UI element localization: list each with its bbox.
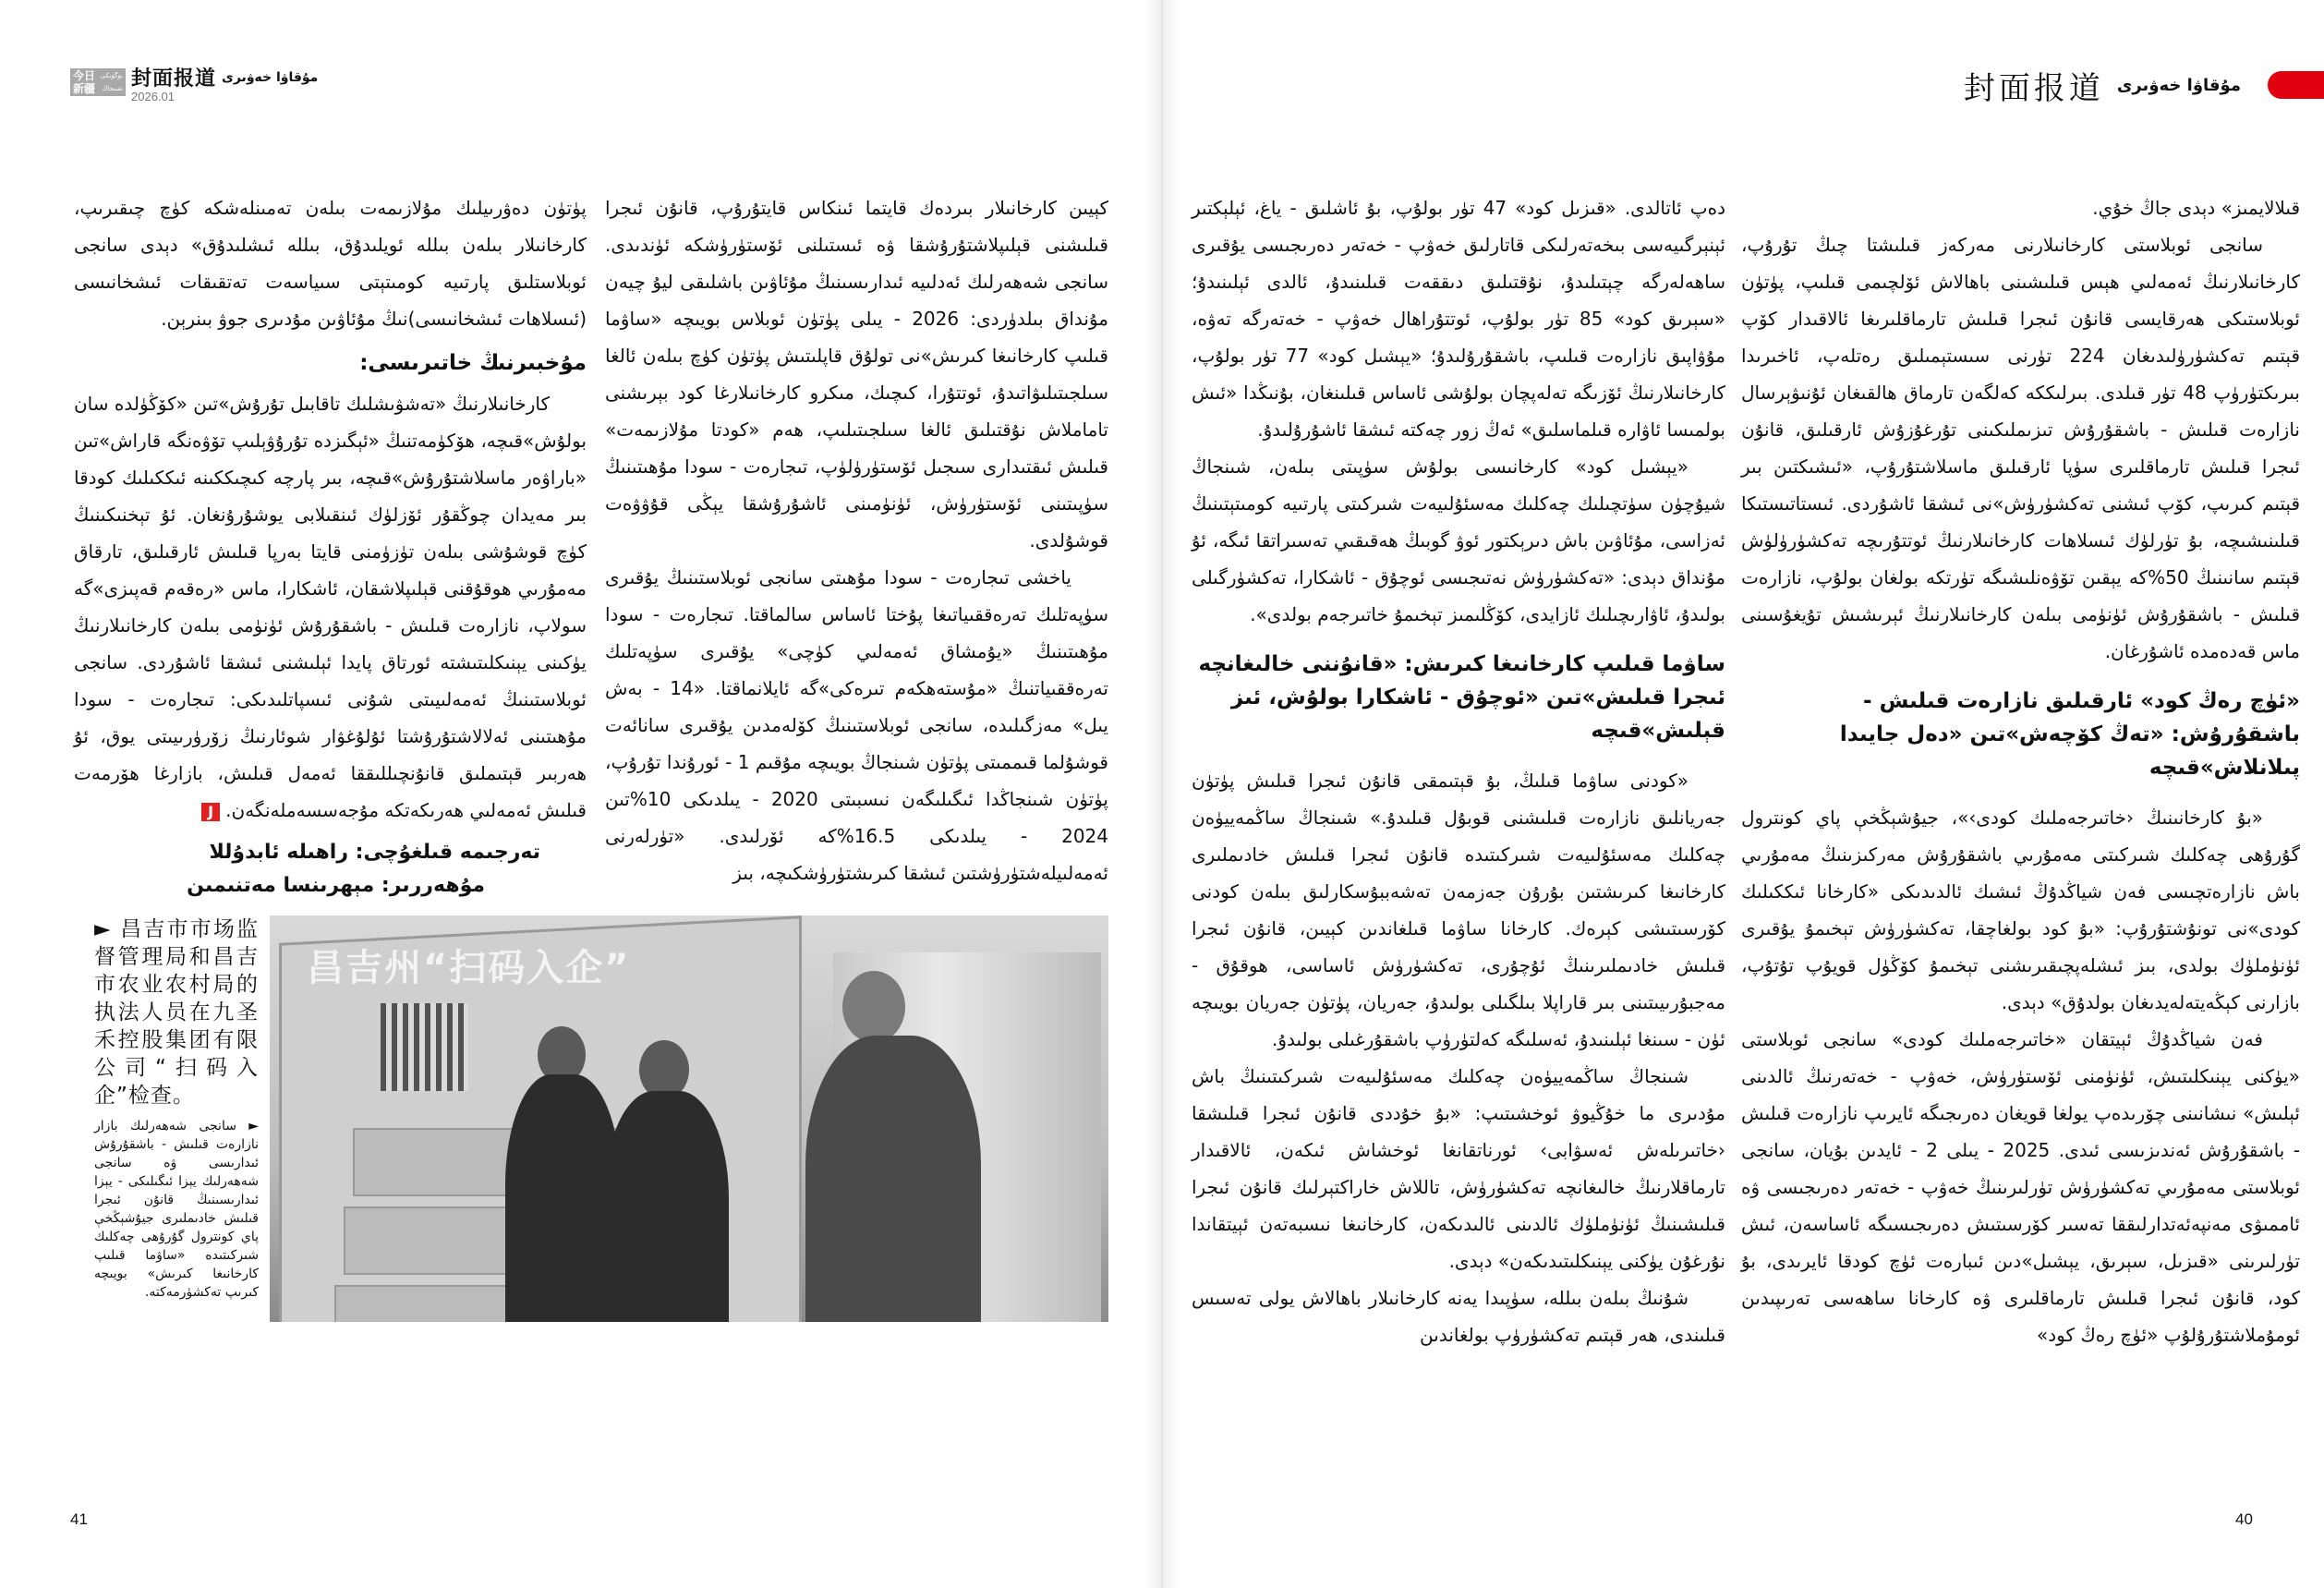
translator-credit: تەرجىمە قىلغۇچى: راھىلە ئابدۇللا <box>209 841 540 864</box>
logo-cn: 今日新疆 <box>73 69 96 95</box>
paragraph: «يېشىل كود» كارخانىسى بولۇش سۈپىتى بىلەن، شىنجاڭ شيۇچۈن سۈتچىلىك چەكلىك مەسئۇلىيەت شىركىتى پارتىيە كومىتېتىنىڭ ئەزاسى، مۇئاۋىن باش دىرېكتور ئوۋ گوبىڭ ھەقىقىي تەسىراتقا ئىگە، ئۇ مۇنداق دېدى: «تەكشۈرۈش نەتىجىسى ئوچۇق - ئاشكارا، تەكشۈرگىلى بولىدۇ، ئاۋارىچىلىك ئازايدى، كۆڭلىمىز تېخىمۇ خاتىرجەم بولدى». <box>1192 455 1725 625</box>
paragraph: «كودنى ساۋما قىلىڭ، بۇ قېتىمقى قانۇن ئىجرا قىلىش پۈتۈن جەريانلىق نازارەت قىلىشنى قوبۇل قىلىدۇ.» شىنجاڭ ساڭمەييۈەن چەكلىك مەسئۇلىيەت شىركىتىدە قانۇن ئىجرا قىلىش خادىملىرى كارخانىغا كىرىشتىن بۇرۇن جەزمەن تەشەببۇسكارلىق بىلەن كودنى كۆرسىتىشى كېرەك. كارخانا ساۋما قىلغاندىن كېيىن، قانۇن ئىجرا قىلىش خادىملىرىنىڭ ئۇچۇرى، تەكشۈرۈش ئاساسى، ھوقۇق - مەجبۇرىيىتىنى بىر قاراپلا بىلگىلى بولىدۇ، جەريان، پۈتۈن جەريان بويىچە ئۈن - سىنغا ئېلىنىدۇ، ئەسلىگە كەلتۈرۈپ باشقۇرغىلى بولىدۇ. <box>1192 770 1725 1050</box>
paragraph-text: كارخانىلارنىڭ «تەشۋىشلىك تاقابىل تۇرۇش»تىن «كۆڭۈلدە سان بولۇش»قىچە، ھۆكۈمەتنىڭ «ئېگىزدە تۇرۇۋېلىپ تۆۋەنگە قاراش»تىن «باراۋەر ماسلاشتۇرۇش»قىچە، بىر پارچە كىچىككىنە ئىككىلىك كودقا بىر مەيدان چوڭقۇر ئۆزلۈك ئىنقىلابى يوشۇرۇنغان. ئۇ تېخنىكىنىڭ كۈچ قوشۇشى بىلەن تۈزۈمنى قايتا بەرپا قىلىش ئارقىلىق، تارقاق مەمۇرىي ھوقۇقنى قېلىپلاشقان، ئاشكارا، ماس «رەقەم قەپىزى»گە سولاپ، نازارەت قىلىش - باشقۇرۇش ئۈنۈمى بىلەن كارخانىلارنىڭ يۈكىنى يېنىكلىتىشتە ئورتاق پايدا ئېلىشنى ئىشقا ئاشۇردى. سانجى ئوبلاستىنىڭ ئەمەلىيىتى شۇنى ئىسپاتلىدىكى: تىجارەت - سودا مۇھىتىنى ئەلالاشتۇرۇشتا ئۇلۇغۋار شوئارنىڭ زۆرۈرىيىتى يوق، ئۇ ھەربىر قېتىملىق قانۇنچىللىققا ئەمەل قىلىش، بازارغا ھۆرمەت قىلىش ئەمەلىي ھەرىكەتكە مۇجەسسەملەنگەن. <box>73 393 587 821</box>
person-head <box>842 971 905 1043</box>
article-column <box>605 189 1108 891</box>
board-title: 昌吉州“扫码入企” <box>307 947 631 989</box>
paragraph <box>74 385 587 829</box>
paragraph: سانجى ئوبلاستى كارخانىلارنى مەركەز قىلىشتا چىڭ تۇرۇپ، كارخانىلارنىڭ ئەمەلىي ھېس قىلىشىنى باھالاش ئۆلچىمى قىلىپ، پۈتۈن ئوبلاستىكى ھەرقايسى قانۇن ئىجرا قىلىش تارماقلىرىغا ئالاقىدار كۆپ قېتىم تەكشۈرۈلىدىغان 224 تۈرنى سىستېمىلىق رەتلەپ، ئاخىرىدا بىرىكتۈرۈپ 48 تۈر قىلدى. بىرلىككە كەلگەن تارماق ھالقىغان ئۇنىۋېرسال نازارەت قىلىش - باشقۇرۇش تىزىملىكىنى تۇرغۇزۇش ئارقىلىق، قانۇن ئىجرا قىلىش تارماقلىرى سۈپا ئارقىلىق ماسلاشتۇرۇپ، «ئىشىكتىن بىر قېتىم كىرىپ، كۆپ ئىشنى تەكشۈرۈش»نى ئىشقا ئاشۇردى. ئىستاتىستىكا قىلىنىشىچە، بۇ تۈرلۈك ئىسلاھات كارخانىلارنىڭ ئوتتۇرىچە تەكشۈرۈلۈش قېتىم سانىنىڭ 50%كە يېقىن تۆۋەنلىشىگە تۈرتكە بولغان بولۇپ، نازارەت قىلىش - باشقۇرۇش ئۈنۈمى بىلەن كارخانىلارنىڭ ئېرىشىش تۇيغۇسىنى ماس قەدەمدە ئاشۇرغان. <box>1741 234 2301 662</box>
paragraph: «بۇ كارخانىنىڭ ‹خاتىرجەملىك كودى›»، جيۇشېڭخې پاي كونترول گۇرۇھى چەكلىك شىركىتى مەمۇرىي باشقۇرۇش مەركىزىنىڭ مەمۇرىي باش نازارەتچىسى فەن شياڭدۇڭ ئىشىك ئالدىدىكى «كارخانا ئىككىلىك كودى»نى تونۇشتۇرۇپ: «بۇ كود بولغاچقا، تەكشۈرۈش تېخىمۇ يۇقىرى ئۈنۈملۈك بولدى، بىز ئىشلەپچىقىرىشنى تېخىمۇ كۆڭۈل قويۇپ تۇتۇپ، بازارنى كېڭەيتەلەيدىغان بولدۇق» دېدى. <box>1741 806 2300 1013</box>
section-heading: ساۋما قىلىپ كارخانىغا كىرىش: «قانۇننى خالىغانچە ئىجرا قىلىش»تىن «ئوچۇق - ئاشكارا بولۇش، ئىز قېلىش»قىچە <box>1198 652 1725 743</box>
credits <box>74 836 587 903</box>
paragraph: كېيىن كارخانىلار بىردەك قايتما ئىنكاس قايتۇرۇپ، قانۇن ئىجرا قىلىشنى قېلىپلاشتۇرۇشقا ۋە ئىستىلنى ئۆستۈرۈشكە ئۈندىدى. سانجى شەھەرلىك ئەدلىيە ئىدارىسىنىڭ مۇئاۋىن باشلىقى ليۇ چيەن مۇنداق بىلدۈردى: 2026 - يىلى پۈتۈن ئوبلاس بويىچە «ساۋما قىلىپ كارخانىغا كىرىش»نى تولۇق قاپلىتىش پۈتۈن كۈچ بىلەن ئالغا سىلجىتىلىۋاتىدۇ، ئوتتۇرا، كىچىك، مىكرو كارخانىلارغا كود بېرىشنى تاماملاش نۇقتىلىق ئالغا سىلجىتىلىپ، ھەم «كودتا مۇلازىمەت» قىلىش ئىقتىدارى سىجىل ئۆستۈرۈلۈپ، تىجارەت - سودا مۇھىتىنىڭ سۈپىتىنى ئۆستۈرۈش، ئۈنۈمىنى ئاشۇرۇشقا يېڭى قۇۋۋەت قوشۇلدى. <box>605 197 1108 552</box>
paragraph: قىلالايمىز» دېدى جاڭ خۇي. <box>2092 197 2300 219</box>
article-column <box>1741 189 2300 1353</box>
article-column <box>74 189 587 903</box>
header-left <box>70 68 318 102</box>
section-heading: «ئۈچ رەڭ كود» ئارقىلىق نازارەت قىلىش - باشقۇرۇش: «تەڭ كۆچەش»تىن «دەل جايىدا پىلانلاش»قىچە <box>1839 689 2300 780</box>
paragraph: شۇنىڭ بىلەن بىللە، سۈپىدا يەنە كارخانىلار باھالاش يولى تەسىس قىلىندى، ھەر قېتىم تەكشۈرۈپ بولغاندىن <box>1192 1287 1725 1346</box>
article-photo <box>270 915 1108 1322</box>
paragraph: دەپ ئاتالدى. «قىزىل كود» 47 تۈر بولۇپ، بۇ ئاشلىق - ياغ، ئېلېكتىر ئېنېرگىيەسى بىخەتەرلىكى قاتارلىق خەۋپ - خەتەر دەرىجىسى يۇقىرى ساھەلەرگە چېتىلىدۇ، نۇقتىلىق دىققەت قىلىنىدۇ، ئالدى ئېلىنىدۇ؛ «سېرىق كود» 85 تۈر بولۇپ، ئوتتۇراھال خەۋپ - خەتەرگە تەۋە، مۇۋاپىق نازارەت قىلىپ، باشقۇرۇلىدۇ؛ «يېشىل كود» 77 تۈر بولۇپ، كارخانىلارنىڭ ئۆزىگە تەلەپچان بولۇشى ئاساس قىلىنغان، بۇنىڭدا «ئىش بولمىسا ئاۋارە قىلماسلىق» ئەڭ زور چەكتە ئىشقا ئاشۇرۇلىدۇ. <box>1192 197 1725 441</box>
left-page <box>74 189 1108 1322</box>
logo-ug: بۈگۈنكى شىنجاڭ <box>100 72 123 92</box>
end-mark-icon: J <box>201 803 220 821</box>
photo-caption-ug: ► سانجى شەھەرلىك بازار نازارەت قىلىش - باشقۇرۇش ئىدارىسى ۋە سانجى شەھەرلىك يېزا ئىگىلىكى - يېزا ئىدارىسىنىڭ قانۇن ئىجرا قىلىش خادىملىرى جيۇشېڭخې پاي كونترول گۇرۇھى چەكلىك شىركىتىدە «ساۋما قىلىپ كارخانىغا كىرىش» بويىچە كىرىپ تەكشۈرمەكتە. <box>94 1119 259 1300</box>
section-color-tab <box>2268 71 2324 99</box>
header-right <box>1964 63 2241 108</box>
editor-credit: مۇھەررىر: مېھرىنسا مەتنىمىن <box>187 874 485 897</box>
paragraph: شىنجاڭ ساڭمەييۈەن چەكلىك مەسئۇلىيەت شىركىتىنىڭ باش مۇدىرى ما خۇڭيوۋ ئوخشىتىپ: «بۇ خۇددى قانۇن ئىجرا قىلىشقا ‹خاتىرىلەش ئەسۋابى› ئورناتقانغا ئوخشاش ئىكەن، ئالاقىدار تارماقلارنىڭ خالىغانچە تەكشۈرۈش، تاللاش خاراكتېرلىك قانۇن ئىجرا قىلىشىنىڭ ئۈنۈملۈك ئالدىنى ئالىدىكەن، كارخانىغا نىسبەتەن ئېيتقاندا نۇرغۇن يۈكنى يېنىكلىتىدىكەن» دېدى. <box>1192 1065 1725 1272</box>
left-page-text-row <box>74 189 1108 903</box>
page-number-left: 41 <box>70 1510 88 1528</box>
section-title-cn: 封面报道 <box>1963 70 2104 107</box>
page-number-right: 40 <box>2235 1510 2253 1528</box>
company-staff-person <box>805 1036 981 1322</box>
photo-captions <box>94 915 259 1302</box>
section-title-cn: 封面报道 <box>131 67 217 91</box>
paragraph: ياخشى تىجارەت - سودا مۇھىتى سانجى ئوبلاستىنىڭ يۇقىرى سۈپەتلىك تەرەققىياتىغا پۇختا ئاساس سالماقتا. تىجارەت - سودا مۇھىتىنىڭ «يۇمشاق ئەمەلىي كۈچى» يۇقىرى سۈپەتلىك تەرەققىياتنىڭ «مۇستەھكەم تىرەكى»گە ئايلانماقتا. «14 - بەش يىل» مەزگىلىدە، سانجى ئوبلاستىنىڭ كۆلەمدىن يۇقىرى سانائەت قوشۇلما قىممىتى پۈتۈن شىنجاڭ بويىچە مۇقىم 1 - ئورۇندا تۇرۇپ، پۈتۈن شىنجاڭدا ئىگىلىگەن نىسبىتى 2020 - يىلدىكى 10%تىن 2024 - يىلدىكى 16.5%كە ئۆرلىدى. «تۈرلەرنى ئەمەلىيلەشتۈرۈشتىن ئىشقا كىرىشتۈرۈشكىچە، بىز <box>605 566 1109 884</box>
qr-code-icon <box>381 1003 468 1091</box>
photo-caption-cn: ► 昌吉市市场监督管理局和昌吉市农业农村局的执法人员在九圣禾控股集团有限公司“扫码入企”检查。 <box>94 917 259 1108</box>
article-column <box>1192 189 1725 1353</box>
magazine-logo <box>70 68 126 96</box>
paragraph: فەن شياڭدۇڭ ئېيتقان «خاتىرجەملىك كودى» سانجى ئوبلاستى «يۈكنى يېنىكلىتىش، ئۈنۈمنى ئۆستۈرۈش، خەۋپ - خەتەرنىڭ ئالدىنى ئېلىش» نىشانىنى چۆرىدەپ يولغا قويغان دەرىجىگە ئايرىپ نازارەت قىلىش - باشقۇرۇش ئەندىزىسى ئىدى. 2025 - يىلى 2 - ئايدىن بۇيان، سانجى ئوبلاستى مەمۇرىي تەكشۈرۈش تۈرلىرىنىڭ خەۋپ - خەتەر دەرىجىسى ۋە ئاممىۋى مەنپەئەتدارلىققا تەسىر كۆرسىتىش دەرىجىسىگە ئاساسەن، ئىش تۈرلىرىنى «قىزىل، سېرىق، يېشىل»دىن ئىبارەت ئۈچ كودقا ئايرىدى، بۇ كود، قانۇن ئىجرا قىلىش تارماقلىرى ۋە كارخانا ساھەسى تەرىپىدىن ئومۇملاشتۇرۇلۇپ «ئۈچ رەڭ كود» <box>1741 1028 2300 1346</box>
section-title-ug: مۇقاۋا خەۋىرى <box>2116 76 2241 95</box>
reporter-note-heading: مۇخبىرنىڭ خاتىرىسى: <box>359 351 587 375</box>
page-gutter <box>1145 0 1179 1588</box>
section-title-ug: مۇقاۋا خەۋىرى <box>222 70 319 85</box>
paragraph: پۈتۈن دەۋرىيلىك مۇلازىمەت بىلەن تەمىنلەشكە كۈچ چىقىرىپ، كارخانىلار بىلەن بىللە ئويلىدۇق، بىللە ئىشلىدۇق» دېدى سانجى ئوبلاستلىق پارتىيە كومىتېتى سىياسەت تەتقىقات ئىشخانىسى (ئىسلاھات ئىشخانىسى)نىڭ مۇئاۋىن مۇدىرى جوۋ بىنرېن. <box>74 197 587 330</box>
left-page-photo-row <box>74 915 1108 1322</box>
issue-date: 2026.01 <box>131 90 175 103</box>
inspector-person <box>604 1091 729 1322</box>
